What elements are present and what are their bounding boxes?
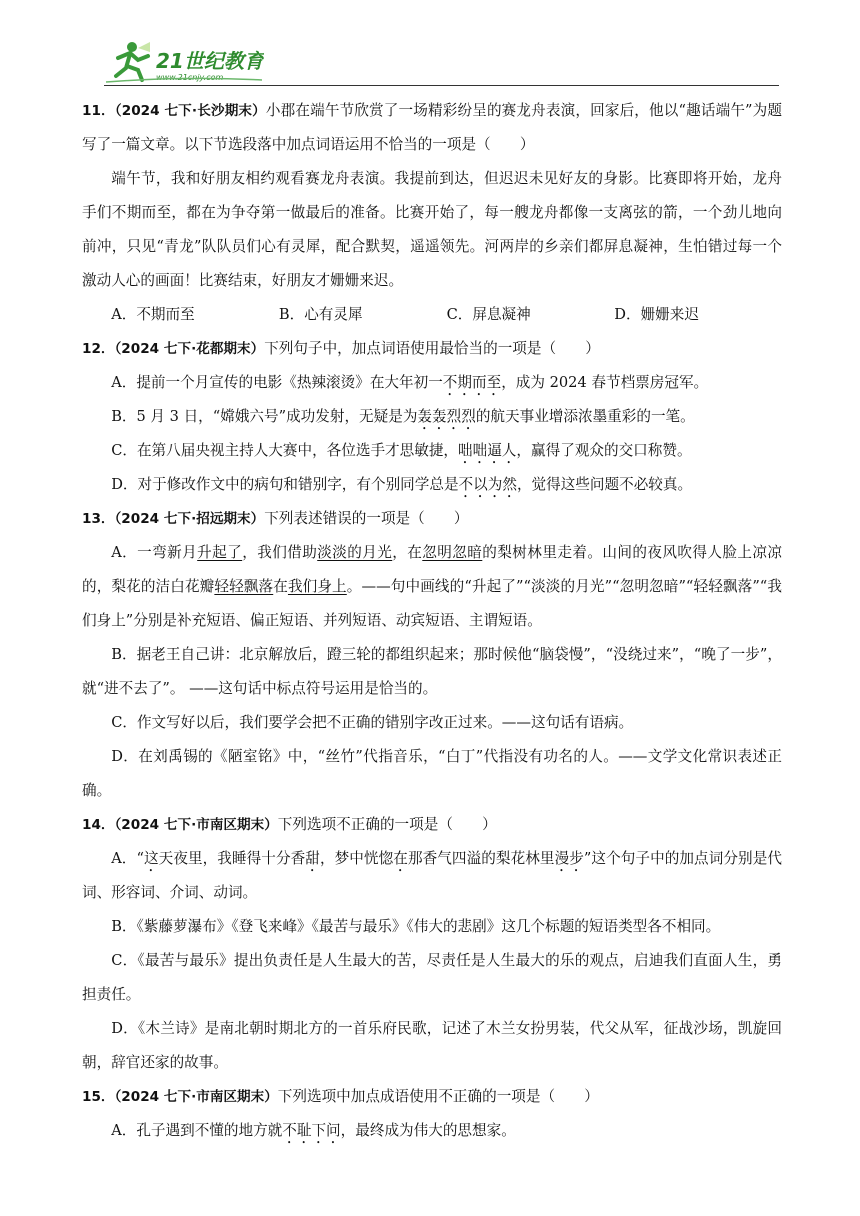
question-11-stem: 11．（2024 七下·长沙期末）小郡在端午节欣赏了一场精彩纷呈的赛龙舟表演，回家后，他以“趣话端午”为题写了一篇文章。以下节选段落中加点词语运用不恰当的一项是（ ）	[82, 102, 782, 153]
question-12-option-b: B．5 月 3 日，“嫦娥六号”成功发射，无疑是为轰轰烈烈的航天事业增添浓墨重彩的一笔。	[111, 408, 695, 425]
question-13-option-b: B．据老王自己讲：北京解放后，蹬三轮的都组织起来；那时候他“脑袋慢”，“没绕过来”，“晚了一步”，就“进不去了”。 ——这句话中标点符号运用是恰当的。	[82, 646, 782, 697]
question-14-option-d: D．《木兰诗》是南北朝时期北方的一首乐府民歌，记述了木兰女扮男装，代父从军，征战沙场，凯旋回朝，辞官还家的故事。	[82, 1020, 782, 1071]
question-13-stem: 13．（2024 七下·招远期末）下列表述错误的一项是（ ）	[82, 510, 469, 527]
question-14-stem: 14．（2024 七下·市南区期末）下列选项不正确的一项是（ ）	[82, 816, 497, 833]
question-11-options	[82, 298, 782, 332]
question-13-option-c: C．作文写好以后，我们要学会把不正确的错别字改正过来。——这句话有语病。	[111, 714, 634, 731]
question-12-option-d: D．对于修改作文中的病句和错别字，有个别同学总是不以为然，觉得这些问题不必较真。	[111, 476, 693, 493]
question-14-option-a: A．“这天夜里，我睡得十分香甜，梦中恍惚在那香气四溢的梨花林里漫步”这个句子中的加点词分别是代词、形容词、介词、动词。	[82, 850, 782, 901]
document-body	[82, 94, 782, 1148]
question-12-option-c: C．在第八届央视主持人大赛中，各位选手才思敏捷，咄咄逼人，赢得了观众的交口称赞。	[111, 442, 692, 459]
question-12-option-a: A．提前一个月宣传的电影《热辣滚烫》在大年初一不期而至，成为 2024 春节档票房冠军。	[111, 374, 709, 391]
svg-text:21世纪教育: 21世纪教育	[156, 49, 264, 73]
option-d: D．姗姗来迟	[614, 306, 699, 323]
header-rule	[104, 85, 779, 86]
page-header	[104, 38, 779, 88]
option-c: C．屏息凝神	[446, 306, 531, 323]
question-14-option-c: C．《最苦与最乐》提出负责任是人生最大的苦，尽责任是人生最大的乐的观点，启迪我们直面人生，勇担责任。	[82, 952, 782, 1003]
option-b: B．心有灵犀	[278, 306, 363, 323]
option-a: A．不期而至	[111, 306, 195, 323]
question-13-option-a: A．一弯新月升起了，我们借助淡淡的月光，在忽明忽暗的梨树林里走着。山间的夜风吹得人脸上凉凉的，梨花的洁白花瓣轻轻飘落在我们身上。——句中画线的“升起了”“淡淡的月光”“忽明忽暗”“轻轻飘落”“我们身上”分别是补充短语、偏正短语、并列短语、动宾短语、主谓短语。	[82, 544, 782, 629]
question-13-option-d: D．在刘禹锡的《陋室铭》中，“丝竹”代指音乐，“白丁”代指没有功名的人。——文学文化常识表述正确。	[82, 748, 782, 799]
question-15-stem: 15．（2024 七下·市南区期末）下列选项中加点成语使用不正确的一项是（ ）	[82, 1088, 599, 1105]
site-logo	[104, 38, 264, 84]
question-14-option-b: B．《紫藤萝瀑布》《登飞来峰》《最苦与最乐》《伟大的悲剧》这几个标题的短语类型各不相同。	[111, 918, 721, 935]
svg-text:www.21cnjy.com: www.21cnjy.com	[156, 73, 224, 82]
runner-logo-icon	[104, 38, 264, 84]
question-15-option-a: A．孔子遇到不懂的地方就不耻下问，最终成为伟大的思想家。	[111, 1122, 516, 1139]
question-12-stem: 12．（2024 七下·花都期末）下列句子中，加点词语使用最恰当的一项是（ ）	[82, 340, 600, 357]
question-11-passage: 端午节，我和好朋友相约观看赛龙舟表演。我提前到达，但迟迟未见好友的身影。比赛即将开始，龙舟手们不期而至，都在为争夺第一做最后的准备。比赛开始了，每一艘龙舟都像一支离弦的箭，一个劲儿地向前冲，只见“青龙”队队员们心有灵犀，配合默契，遥遥领先。河两岸的乡亲们都屏息凝神，生怕错过每一个激动人心的画面！比赛结束，好朋友才姗姗来迟。	[82, 170, 782, 289]
